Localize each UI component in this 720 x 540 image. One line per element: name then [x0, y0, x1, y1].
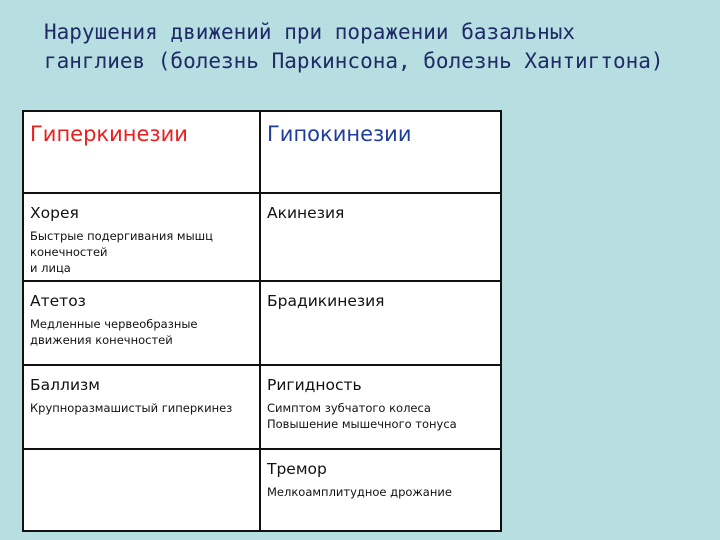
- slide-title-line-2: ганглиев (болезнь Паркинсона, болезнь Хантигтона): [44, 49, 664, 73]
- table-header-row: [23, 111, 501, 193]
- table-cell: [23, 193, 260, 281]
- description-line: Симптом зубчатого колеса: [267, 401, 431, 415]
- description-chorea: [24, 222, 259, 276]
- term-chorea: Хорея: [30, 204, 79, 222]
- description-rigidity: [261, 394, 500, 432]
- table-cell: [23, 281, 260, 365]
- term-rigidity: Ригидность: [267, 376, 362, 394]
- table-cell: [260, 193, 501, 281]
- term-tremor: Тремор: [267, 460, 327, 478]
- description-line: Быстрые подергивания мышц: [30, 229, 213, 243]
- table-row: [23, 193, 501, 281]
- header-cell-hyperkinesia: [23, 111, 260, 193]
- header-cell-hypokinesia: [260, 111, 501, 193]
- table-cell: [260, 449, 501, 531]
- term-ballism: Баллизм: [30, 376, 100, 394]
- description-line: Повышение мышечного тонуса: [267, 417, 457, 431]
- description-line: конечностей: [30, 245, 108, 259]
- description-line: Мелкоамплитудное дрожание: [267, 485, 452, 499]
- header-hyperkinesia: Гиперкинезии: [30, 122, 188, 146]
- description-athetosis: [24, 310, 259, 348]
- table-cell: [260, 281, 501, 365]
- description-line: и лица: [30, 261, 71, 275]
- table-cell-empty: [23, 449, 260, 531]
- slide-title-line-1: Нарушения движений при поражении базальных: [44, 20, 576, 44]
- description-ballism: [24, 394, 259, 416]
- movement-disorders-table: [22, 110, 502, 532]
- description-line: движения конечностей: [30, 333, 173, 347]
- table-row: [23, 281, 501, 365]
- slide-title: [44, 18, 694, 76]
- description-line: Крупноразмашистый гиперкинез: [30, 401, 233, 415]
- header-hypokinesia: Гипокинезии: [267, 122, 412, 146]
- table-cell: [260, 365, 501, 449]
- term-athetosis: Атетоз: [30, 292, 86, 310]
- table-row: [23, 365, 501, 449]
- description-line: Медленные червеобразные: [30, 317, 198, 331]
- description-tremor: [261, 478, 500, 500]
- term-bradykinesia: Брадикинезия: [267, 292, 385, 310]
- table-row: [23, 449, 501, 531]
- table-cell: [23, 365, 260, 449]
- term-akinesia: Акинезия: [267, 204, 345, 222]
